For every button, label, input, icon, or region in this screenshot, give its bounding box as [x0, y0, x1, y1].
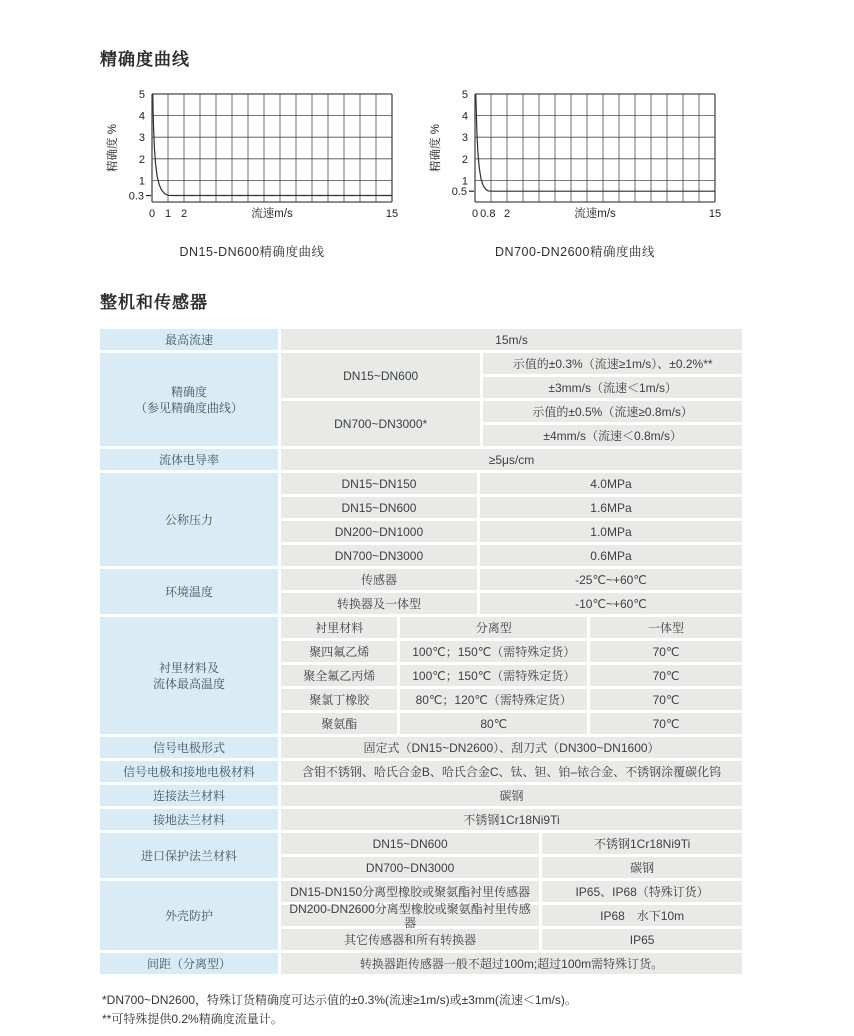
table-row [281, 593, 742, 614]
svg-text:0.3: 0.3 [128, 190, 144, 203]
group-label: 信号电极和接地电极材料 [100, 761, 278, 782]
spec-group-max-velocity [100, 329, 742, 350]
svg-text:2: 2 [461, 153, 468, 166]
spec-cell: 不锈钢1Cr18Ni9Ti [542, 833, 742, 854]
svg-text:流速m/s: 流速m/s [251, 208, 293, 220]
group-label: 连接法兰材料 [100, 785, 278, 806]
spec-cell: DN200~DN1000 [281, 521, 477, 542]
spec-cell: 一体型 [590, 617, 742, 638]
svg-text:3: 3 [461, 132, 468, 145]
spec-cell: 示值的±0.5%（流速≥0.8m/s） [483, 401, 742, 422]
spec-group-electrode-material [100, 761, 742, 782]
spec-cell: 70℃ [590, 689, 742, 710]
svg-text:15: 15 [385, 208, 399, 220]
spec-group-enclosure-protection [100, 881, 742, 950]
spec-group-fluid-conductivity [100, 449, 742, 470]
table-row [281, 401, 742, 446]
spec-cell: 传感器 [281, 569, 477, 590]
chart-dn700-dn2600 [425, 86, 725, 260]
chart-dn15-dn600 [102, 86, 402, 260]
svg-text:流速m/s: 流速m/s [574, 208, 616, 220]
svg-text:1: 1 [461, 175, 468, 188]
spec-cell: 聚氨酯 [281, 713, 397, 734]
table-row [281, 521, 742, 542]
spec-cell: DN200-DN2600分离型橡胶或聚氨酯衬里传感器 [281, 905, 539, 926]
spec-cell: DN15~DN600 [281, 497, 477, 518]
table-row [281, 473, 742, 494]
svg-text:精确度 %: 精确度 % [430, 124, 442, 172]
table-row [281, 785, 742, 806]
group-label: 流体电导率 [100, 449, 278, 470]
spec-cell: 100℃；150℃（需特殊定货） [400, 665, 587, 686]
spec-cell: ±4mm/s（流速＜0.8m/s） [483, 425, 742, 446]
spec-cell: 4.0MPa [480, 473, 742, 494]
section-title-machine-and-sensor: 整机和传感器 [100, 293, 208, 312]
table-row [281, 353, 742, 398]
spec-cell: ±3mm/s（流速＜1m/s） [483, 377, 742, 398]
spec-cell: 示值的±0.3%（流速≥1m/s）、±0.2%** [483, 353, 742, 374]
group-label: 精确度 （参见精确度曲线） [100, 353, 278, 446]
spec-group-separation-distance [100, 953, 742, 974]
spec-cell: 1.6MPa [480, 497, 742, 518]
table-row [281, 857, 742, 878]
table-row [281, 689, 742, 710]
table-row [281, 569, 742, 590]
table-row [281, 833, 742, 854]
table-row [281, 617, 742, 638]
svg-text:2: 2 [138, 153, 145, 166]
spec-cell: 80℃；120℃（需特殊定货） [400, 689, 587, 710]
group-label: 环境温度 [100, 569, 278, 614]
table-row [281, 329, 742, 350]
table-row [281, 929, 742, 950]
spec-cell: 转换器及一体型 [281, 593, 477, 614]
spec-cell: DN15~DN600 [281, 353, 480, 398]
table-row [281, 545, 742, 566]
group-label: 衬里材料及 流体最高温度 [100, 617, 278, 734]
table-row [281, 737, 742, 758]
spec-cell: 0.6MPa [480, 545, 742, 566]
accuracy-charts-row [102, 86, 754, 260]
table-row [281, 809, 742, 830]
spec-cell: 80℃ [400, 713, 587, 734]
spec-cell: 分离型 [400, 617, 587, 638]
spec-cell: 固定式（DN15~DN2600）、刮刀式（DN300~DN1600） [281, 737, 742, 758]
spec-cell: IP68 水下10m [542, 905, 742, 926]
spec-cell: 聚四氟乙烯 [281, 641, 397, 662]
table-row [281, 953, 742, 974]
svg-text:15: 15 [708, 208, 722, 220]
svg-text:4: 4 [461, 110, 468, 123]
svg-text:3: 3 [138, 132, 145, 145]
spec-cell: 70℃ [590, 641, 742, 662]
spec-group-grounding-flange-material [100, 809, 742, 830]
footnote-1: *DN700~DN2600，特殊订货精确度可达示值的±0.3%(流速≥1m/s)或±3mm(流速＜1m/s)。 [102, 993, 577, 1007]
spec-cell: DN15~DN150 [281, 473, 477, 494]
spec-cell: 1.0MPa [480, 521, 742, 542]
table-row [281, 761, 742, 782]
group-label: 进口保护法兰材料 [100, 833, 278, 878]
footnotes [102, 991, 754, 1029]
spec-cell: DN15-DN150分离型橡胶或聚氨酯衬里传感器 [281, 881, 539, 902]
spec-group-accuracy [100, 353, 742, 446]
spec-cell: DN700~DN3000* [281, 401, 480, 446]
group-label: 间距（分离型） [100, 953, 278, 974]
svg-text:精确度 %: 精确度 % [107, 124, 119, 172]
table-row [281, 713, 742, 734]
spec-cell: DN700~DN3000 [281, 545, 477, 566]
svg-text:0: 0 [148, 208, 156, 220]
accuracy-curve-plot [102, 86, 402, 234]
chart-canvas [425, 86, 725, 234]
spec-cell: DN15~DN600 [281, 833, 539, 854]
spec-cell: IP65、IP68（特殊订货） [542, 881, 742, 902]
accuracy-curve-plot [425, 86, 725, 234]
group-label: 接地法兰材料 [100, 809, 278, 830]
svg-text:5: 5 [138, 89, 145, 101]
spec-cell: 碳钢 [542, 857, 742, 878]
spec-cell: -10℃~+60℃ [480, 593, 742, 614]
group-label: 公称压力 [100, 473, 278, 566]
group-label: 最高流速 [100, 329, 278, 350]
spec-cell: 70℃ [590, 713, 742, 734]
svg-text:5: 5 [461, 89, 468, 101]
svg-text:0.5: 0.5 [451, 186, 467, 199]
table-row [281, 497, 742, 518]
spec-group-connection-flange-material [100, 785, 742, 806]
svg-text:2: 2 [503, 208, 511, 220]
spec-cell: 聚氯丁橡胶 [281, 689, 397, 710]
chart-caption: DN700-DN2600精确度曲线 [495, 245, 655, 259]
table-row [281, 881, 742, 902]
spec-cell: 不锈钢1Cr18Ni9Ti [281, 809, 742, 830]
spec-group-signal-electrode-form [100, 737, 742, 758]
svg-text:0: 0 [471, 208, 479, 220]
spec-table [100, 329, 742, 974]
svg-text:4: 4 [138, 110, 145, 123]
svg-text:1: 1 [138, 175, 145, 188]
spec-group-ambient-temperature [100, 569, 742, 614]
document-page [100, 45, 754, 1029]
spec-cell: IP65 [542, 929, 742, 950]
chart-canvas [102, 86, 402, 234]
table-row [281, 901, 742, 930]
spec-cell: -25℃~+60℃ [480, 569, 742, 590]
spec-cell: 其它传感器和所有转换器 [281, 929, 539, 950]
table-row [281, 641, 742, 662]
spec-group-lining-material-max-temp [100, 617, 742, 734]
table-row [281, 665, 742, 686]
spec-group-inlet-protection-flange-material [100, 833, 742, 878]
spec-cell: 70℃ [590, 665, 742, 686]
svg-text:0.8: 0.8 [480, 208, 496, 220]
footnote-2: **可特殊提供0.2%精确度流量计。 [102, 1012, 283, 1026]
svg-text:2: 2 [180, 208, 188, 220]
spec-cell: 碳钢 [281, 785, 742, 806]
section-title-accuracy-curves: 精确度曲线 [100, 50, 190, 69]
group-label: 外壳防护 [100, 881, 278, 950]
spec-cell: 聚全氟乙丙烯 [281, 665, 397, 686]
spec-cell: 100℃；150℃（需特殊定货） [400, 641, 587, 662]
spec-group-nominal-pressure [100, 473, 742, 566]
group-label: 信号电极形式 [100, 737, 278, 758]
spec-cell: 转换器距传感器一般不超过100m;超过100m需特殊订货。 [281, 953, 742, 974]
spec-cell: ≥5μs/cm [281, 449, 742, 470]
chart-caption: DN15-DN600精确度曲线 [179, 245, 325, 259]
spec-cell: 含钼不锈钢、哈氏合金B、哈氏合金C、钛、钽、铂–铱合金、不锈钢涂覆碳化钨 [281, 761, 742, 782]
spec-cell: 衬里材料 [281, 617, 397, 638]
spec-cell: DN700~DN3000 [281, 857, 539, 878]
spec-cell: 15m/s [281, 329, 742, 350]
svg-text:1: 1 [164, 208, 172, 220]
table-row [281, 449, 742, 470]
